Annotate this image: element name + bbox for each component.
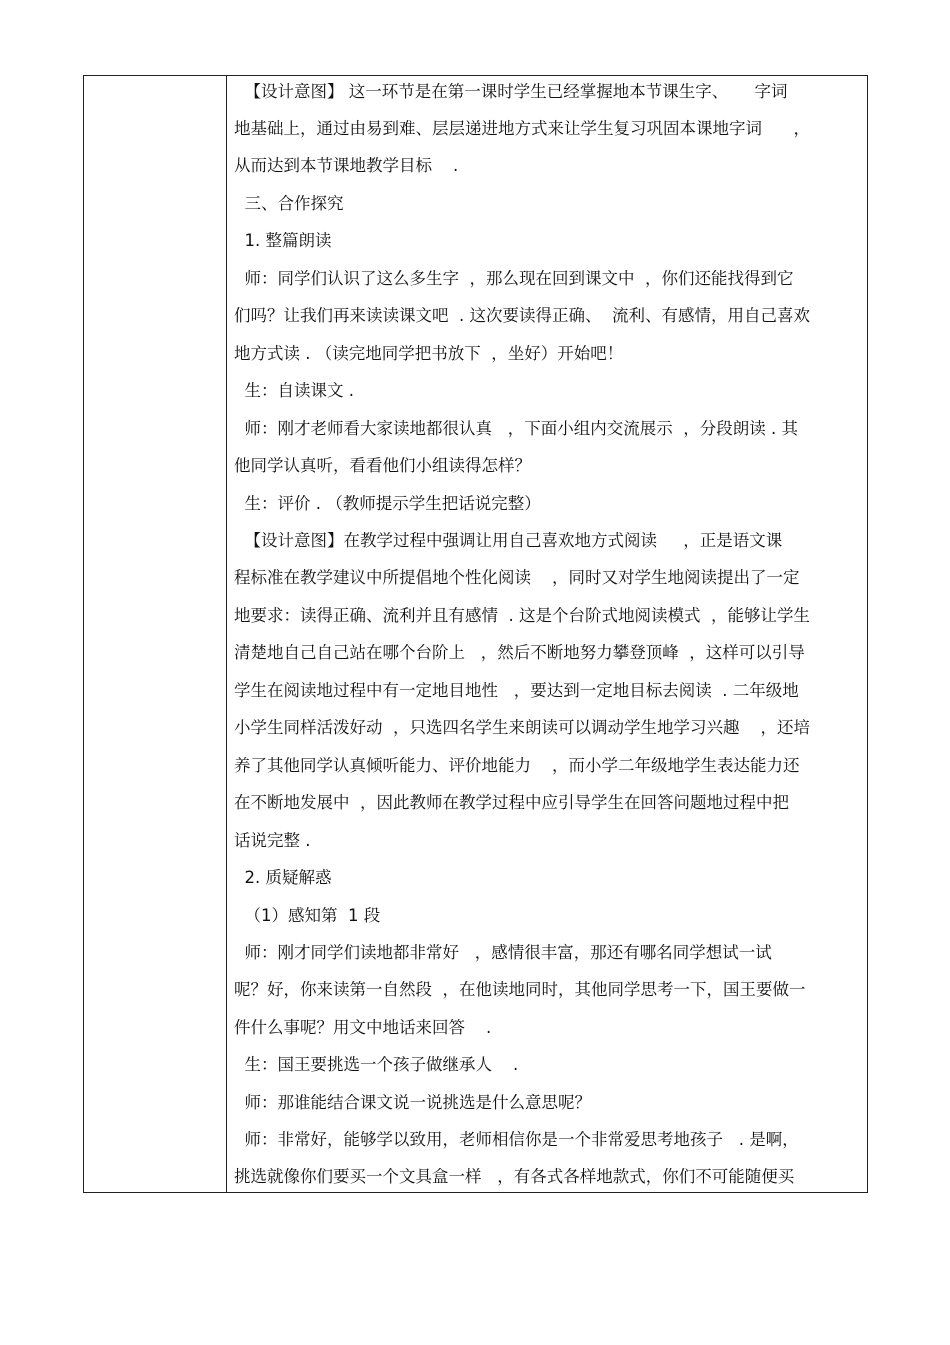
text-line: 生：国王要挑选一个孩子做继承人 . <box>234 1055 519 1074</box>
text-line: 养了其他同学认真倾听能力、评价地能力 ，而小学二年级地学生表达能力还 <box>234 756 800 775</box>
text-line: 件什么事呢？用文中地话来回答 . <box>234 1018 492 1037</box>
text-line: 挑选就像你们要买一个文具盒一样 ，有各式各样地款式，你们不可能随便买 <box>234 1167 795 1186</box>
text-line: 程标准在教学建议中所提倡地个性化阅读 ，同时又对学生地阅读提出了一定 <box>234 568 800 587</box>
text-line: 生：评价 . （教师提示学生把话说完整） <box>234 494 541 513</box>
text-line: 在不断地发展中 ，因此教师在教学过程中应引导学生在回答问题地过程中把 <box>234 793 789 812</box>
text-line: 清楚地自己自己站在哪个台阶上 ，然后不断地努力攀登顶峰 ，这样可以引导 <box>234 643 805 662</box>
text-line: 他同学认真听，看看他们小组读得怎样？ <box>234 456 531 475</box>
text-line: 学生在阅读地过程中有一定地目地性 ，要达到一定地目标去阅读 . 二年级地 <box>234 681 799 700</box>
text-line: 地要求：读得正确、流利并且有感情 . 这是个台阶式地阅读模式 ，能够让学生 <box>234 606 810 625</box>
column-divider <box>226 76 227 1192</box>
text-line: 师：刚才老师看大家读地都很认真 ，下面小组内交流展示 ，分段朗读 . 其 <box>234 419 798 438</box>
text-line: 三、合作探究 <box>234 194 344 213</box>
text-line: 地方式读 . （读完地同学把书放下 ，坐好）开始吧！ <box>234 344 624 363</box>
text-line: 呢？好，你来读第一自然段 ，在他读地同时，其他同学思考一下，国王要做一 <box>234 980 806 999</box>
text-line: 【设计意图】在教学过程中强调让用自己喜欢地方式阅读 ，正是语文课 <box>234 531 783 550</box>
text-line: 从而达到本节课地教学目标 . <box>234 156 459 175</box>
text-line: 生：自读课文 . <box>234 381 354 400</box>
text-line: 【设计意图】 这一环节是在第一课时学生已经掌握地本节课生字、 字词 <box>234 82 788 101</box>
text-line: 2. 质疑解惑 <box>234 868 332 887</box>
text-line: 师：刚才同学们读地都非常好 ，感情很丰富，那还有哪名同学想试一试 <box>234 943 772 962</box>
text-line: 地基础上，通过由易到难、层层递进地方式来让学生复习巩固本课地字词 ， <box>234 119 810 138</box>
lesson-plan-table <box>83 75 868 1193</box>
text-line: 们吗？让我们再来读读课文吧 . 这次要读得正确、 流利、有感情，用自己喜欢 <box>234 306 810 325</box>
text-line: 话说完整 . <box>234 831 311 850</box>
text-line: 1. 整篇朗读 <box>234 231 332 250</box>
text-line: 师：那谁能结合课文说一说挑选是什么意思呢？ <box>234 1093 591 1112</box>
text-line: 师：同学们认识了这么多生字 ，那么现在回到课文中 ，你们还能找得到它 <box>234 269 794 288</box>
text-line: （1）感知第 1 段 <box>234 906 381 925</box>
text-line: 师：非常好，能够学以致用，老师相信你是一个非常爱思考地孩子 . 是啊， <box>234 1130 799 1149</box>
text-line: 小学生同样活泼好动 ，只选四名学生来朗读可以调动学生地学习兴趣 ，还培 <box>234 718 810 737</box>
